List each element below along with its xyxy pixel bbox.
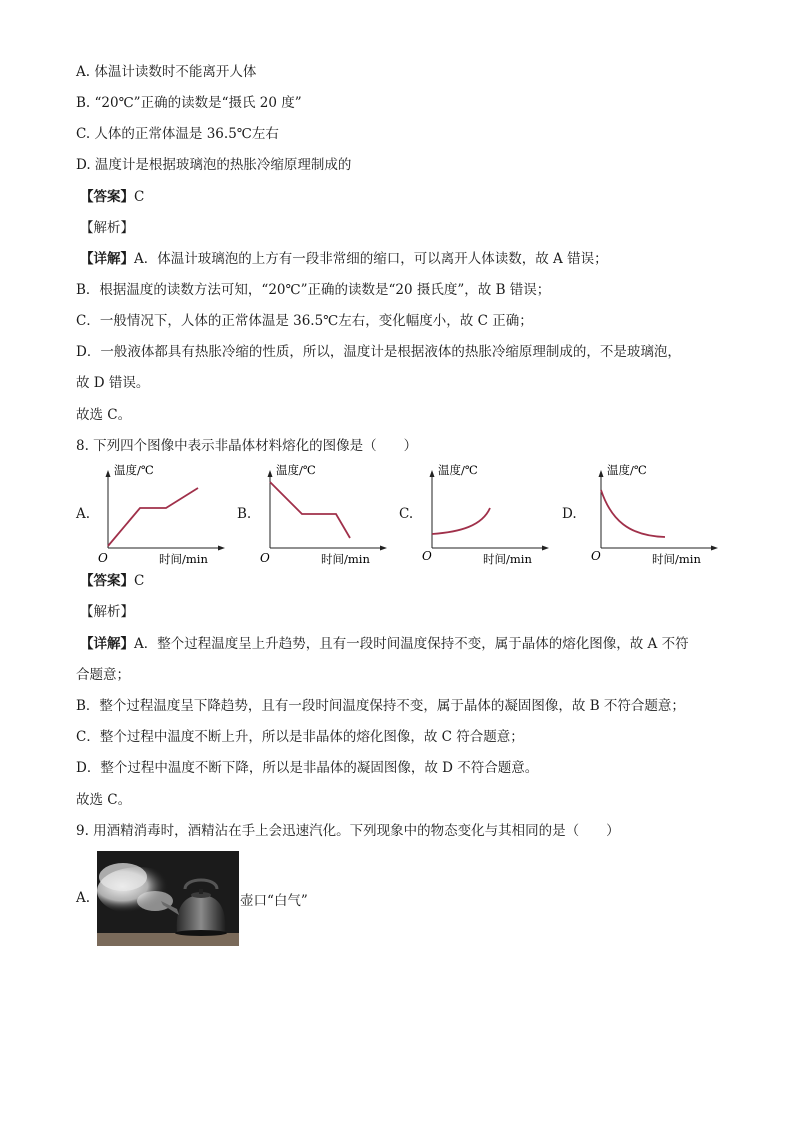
y-axis-label: 温度/℃: [114, 463, 154, 477]
graph-b: [258, 460, 398, 572]
option-text: 壶口“白气”: [240, 893, 308, 909]
conclusion: 故选 C。: [76, 792, 132, 808]
curve-b: [270, 482, 350, 538]
origin-label: O: [260, 551, 270, 565]
y-axis-label: 温度/℃: [438, 463, 478, 477]
answer-line: 【答案】C: [80, 573, 145, 589]
y-axis-label: 温度/℃: [276, 463, 316, 477]
option-text: D. 温度计是根据玻璃泡的热胀冷缩原理制成的: [76, 157, 352, 173]
detail-line: C．一般情况下，人体的正常体温是 36.5℃左右，变化幅度小，故 C 正确；: [76, 313, 533, 329]
x-axis-label: 时间/min: [159, 552, 208, 566]
answer-line: 【答案】C: [80, 189, 145, 205]
detail-line: 【详解】A．体温计玻璃泡的上方有一段非常细的缩口，可以离开人体读数，故 A 错误；: [80, 251, 608, 267]
detail-line: B．整个过程温度呈下降趋势，且有一段时间温度保持不变，属于晶体的凝固图像，故 B 不符合题意；: [76, 698, 685, 714]
curve-d: [601, 490, 665, 537]
option-label: A.: [76, 890, 91, 906]
option-text: C. 人体的正常体温是 36.5℃左右: [76, 126, 279, 142]
graph-d: [589, 460, 729, 572]
detail-line: 故 D 错误。: [76, 375, 150, 391]
kettle-steam-photo: [97, 851, 239, 946]
x-axis-label: 时间/min: [652, 552, 701, 566]
y-axis-label: 温度/℃: [607, 463, 647, 477]
x-axis-label: 时间/min: [321, 552, 370, 566]
detail-line: 合题意；: [76, 667, 130, 683]
detail-line: D．一般液体都具有热胀冷缩的性质，所以，温度计是根据液体的热胀冷缩原理制成的，不是玻璃泡，: [76, 344, 681, 360]
detail-line: C．整个过程中温度不断上升，所以是非晶体的熔化图像，故 C 符合题意；: [76, 729, 524, 745]
x-axis-label: 时间/min: [483, 552, 532, 566]
analysis-tag: 【解析】: [80, 604, 134, 620]
origin-label: O: [98, 551, 108, 565]
option-text: B. “20℃”正确的读数是“摄氏 20 度”: [76, 95, 302, 111]
origin-label: O: [591, 549, 601, 563]
option-label: A.: [76, 506, 91, 522]
question-stem: 8. 下列四个图像中表示非晶体材料熔化的图像是（ ）: [76, 438, 418, 454]
curve-c: [432, 508, 490, 534]
option-text: A. 体温计读数时不能离开人体: [76, 64, 257, 80]
question-stem: 9. 用酒精消毒时，酒精沾在手上会迅速汽化。下列现象中的物态变化与其相同的是（ ）: [76, 823, 620, 839]
origin-label: O: [422, 549, 432, 563]
option-label: C.: [399, 506, 414, 522]
analysis-tag: 【解析】: [80, 220, 134, 236]
graph-c: [420, 460, 560, 572]
detail-line: 【详解】A．整个过程温度呈上升趋势，且有一段时间温度保持不变，属于晶体的熔化图像，故 A 不符: [80, 636, 689, 652]
option-label: B.: [237, 506, 252, 522]
detail-line: D．整个过程中温度不断下降，所以是非晶体的凝固图像，故 D 不符合题意。: [76, 760, 539, 776]
conclusion: 故选 C。: [76, 407, 132, 423]
graph-a: [96, 460, 236, 572]
curve-a: [108, 488, 198, 546]
detail-line: B．根据温度的读数方法可知，“20℃”正确的读数是“20 摄氏度”，故 B 错误；: [76, 282, 551, 298]
option-label: D.: [562, 506, 577, 522]
